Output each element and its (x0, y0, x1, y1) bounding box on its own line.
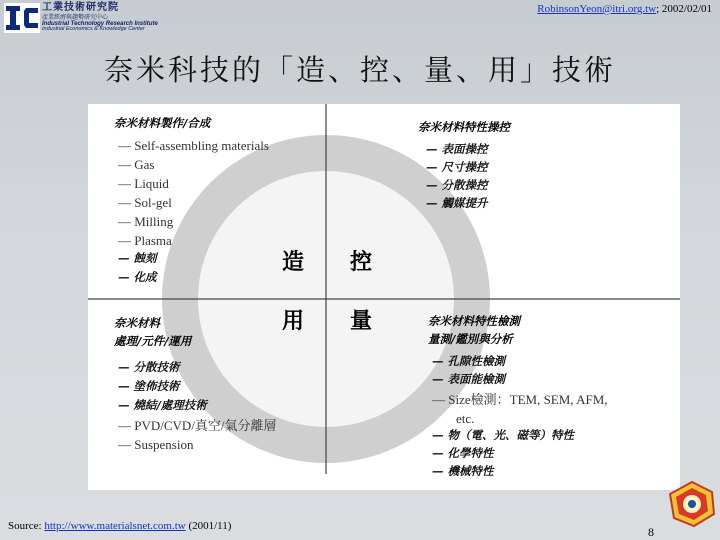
bl-item: — 分散技術 (118, 360, 180, 374)
br-heading-2: 量測/鑑別與分析 (428, 332, 513, 346)
br-item: — 機械特性 (432, 464, 494, 478)
tl-item: — 蝕刻 (118, 251, 157, 265)
bl-item: — PVD/CVD/真空/氣分離層 (118, 418, 277, 433)
page-title: 奈米科技的「造、控、量、用」技術 (103, 53, 616, 87)
source-date: (2001/11) (185, 520, 232, 532)
source-citation (8, 520, 231, 532)
source-link[interactable]: http://www.materialsnet.com.tw (44, 520, 186, 532)
tl-item: — Sol-gel (118, 195, 172, 210)
bl-item: — 燒結/處理技術 (118, 398, 207, 412)
source-label: Source: (8, 520, 45, 532)
bl-item: — Suspension (118, 437, 194, 452)
use-label: 用 (282, 308, 305, 334)
tl-item: — Gas (118, 157, 155, 172)
tr-item: — 觸媒提升 (426, 196, 488, 210)
header-contact (537, 3, 712, 15)
page-number: 8 (648, 525, 654, 539)
br-item: — 化學特性 (432, 446, 494, 460)
quadrant-figure (88, 104, 680, 490)
br-heading-1: 奈米材料特性檢測 (428, 314, 520, 328)
br-item: — 表面能檢測 (432, 372, 506, 386)
br-item: — 物（電、光、磁等）特性 (432, 428, 575, 442)
itri-logo (4, 3, 40, 33)
ieki-badge-icon (668, 480, 716, 528)
bl-heading-2: 處理/元件/運用 (114, 334, 192, 348)
org-name-block (42, 3, 158, 33)
br-item-continued: etc. (456, 411, 475, 426)
org-name-en: Industrial Technology Research Institute (42, 21, 158, 27)
tl-item: — Liquid (118, 176, 169, 191)
header-date: ; 2002/02/01 (656, 3, 712, 15)
tl-item: — Plasma (118, 233, 172, 248)
tr-item: — 尺寸操控 (426, 160, 488, 174)
br-item: — Size檢測：TEM, SEM, AFM, (432, 392, 608, 407)
tr-item: — 表面操控 (426, 142, 488, 156)
tl-heading: 奈米材料製作/合成 (114, 116, 211, 130)
email-link[interactable]: RobinsonYeon@itri.org.tw (537, 3, 657, 15)
org-dept-en: Industrial Economics & Knowledge Center (42, 26, 145, 32)
tl-item: — Self-assembling materials (118, 138, 269, 153)
br-item: — 孔隙性檢測 (432, 354, 506, 368)
tl-item: — Milling (118, 214, 174, 229)
bl-item: — 塗佈技術 (118, 379, 180, 393)
tr-heading: 奈米材料特性操控 (418, 120, 510, 134)
make-label: 造 (282, 249, 305, 275)
bl-heading-1: 奈米材料 (114, 316, 160, 330)
tl-item: — 化成 (118, 270, 157, 284)
tr-item: — 分散操控 (426, 178, 488, 192)
control-label: 控 (350, 249, 373, 275)
measure-label: 量 (350, 308, 373, 334)
org-dept-zh: 產業經濟與趨勢研究中心 (42, 14, 109, 21)
org-name-zh: 工業技術研究院 (42, 2, 119, 13)
